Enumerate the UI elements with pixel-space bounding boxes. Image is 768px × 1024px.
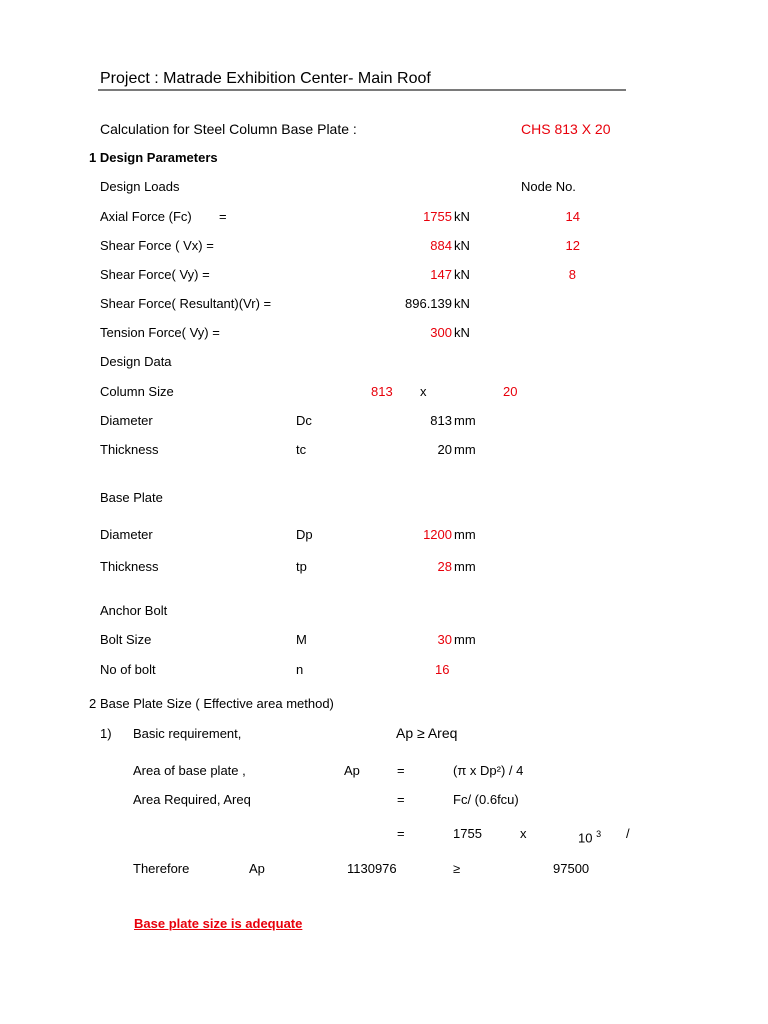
basic-requirement-label: Basic requirement, — [133, 726, 242, 741]
calc-line-exponent: 3 — [596, 829, 602, 839]
no-of-bolt-value: 16 — [435, 662, 450, 677]
shear-x-value: 884 — [430, 238, 452, 253]
shear-resultant-label: Shear Force( Resultant)(Vr) = — [100, 296, 272, 311]
conclusion-text: Base plate size is adequate — [134, 916, 303, 931]
area-base-plate-label: Area of base plate , — [133, 763, 246, 778]
section-2-heading: Base Plate Size ( Effective area method) — [100, 696, 334, 711]
therefore-ap-value: 1130976 — [347, 861, 397, 876]
bolt-size-unit: mm — [454, 632, 476, 647]
axial-force-node: 14 — [565, 209, 580, 224]
therefore-symbol: Ap — [249, 861, 265, 876]
axial-force-equals: = — [219, 209, 227, 224]
tension-force-unit: kN — [454, 325, 470, 340]
section-designation: CHS 813 X 20 — [521, 121, 611, 137]
thickness-symbol: tc — [296, 442, 307, 457]
axial-force-label: Axial Force (Fc) — [100, 209, 192, 224]
therefore-areq-value: 97500 — [553, 861, 590, 876]
calc-line-ten: 10 — [578, 830, 593, 846]
calc-line-fc: 1755 — [453, 826, 482, 841]
design-data-label: Design Data — [100, 354, 172, 369]
axial-force-value: 1755 — [423, 209, 452, 224]
area-base-plate-formula: (π x Dp²) / 4 — [453, 763, 524, 778]
tension-force-value: 300 — [430, 325, 452, 340]
anchor-bolt-label: Anchor Bolt — [100, 603, 168, 618]
area-required-equals: = — [397, 792, 405, 807]
calc-line-power — [578, 826, 601, 846]
calc-line-slash: / — [626, 826, 630, 841]
diameter-label: Diameter — [100, 413, 153, 428]
area-required-formula: Fc/ (0.6fcu) — [453, 792, 519, 807]
bp-diameter-value: 1200 — [423, 527, 452, 542]
bp-thickness-label: Thickness — [100, 559, 159, 574]
item-number: 1) — [100, 726, 112, 741]
area-base-plate-symbol: Ap — [344, 763, 360, 778]
section-2-number: 2 — [89, 696, 97, 711]
node-no-header: Node No. — [521, 179, 576, 194]
design-loads-label: Design Loads — [100, 179, 180, 194]
shear-y-node: 8 — [568, 267, 576, 282]
requirement-inequality: Ap ≥ Areq — [396, 725, 458, 741]
bolt-size-label: Bolt Size — [100, 632, 152, 647]
no-of-bolt-symbol: n — [296, 662, 304, 677]
bp-diameter-label: Diameter — [100, 527, 153, 542]
shear-y-label: Shear Force( Vy) = — [100, 267, 210, 282]
area-required-label: Area Required, Areq — [133, 792, 251, 807]
calc-line-equals: = — [397, 826, 405, 841]
column-size-times: x — [420, 384, 427, 399]
shear-x-unit: kN — [454, 238, 470, 253]
bp-diameter-symbol: Dp — [296, 527, 313, 542]
shear-resultant-value: 896.139 — [405, 296, 452, 311]
calc-label: Calculation for Steel Column Base Plate : — [100, 121, 357, 137]
column-size-thickness: 20 — [503, 384, 518, 399]
bp-thickness-value: 28 — [437, 559, 452, 574]
shear-y-value: 147 — [430, 267, 452, 282]
shear-y-unit: kN — [454, 267, 470, 282]
thickness-label: Thickness — [100, 442, 159, 457]
no-of-bolt-label: No of bolt — [100, 662, 156, 677]
tension-force-label: Tension Force( Vy) = — [100, 325, 220, 340]
bolt-size-value: 30 — [437, 632, 452, 647]
base-plate-label: Base Plate — [100, 490, 163, 505]
title-underline — [98, 89, 626, 91]
thickness-value: 20 — [437, 442, 452, 457]
diameter-unit: mm — [454, 413, 476, 428]
therefore-ge-symbol: ≥ — [453, 861, 461, 876]
thickness-unit: mm — [454, 442, 476, 457]
axial-force-unit: kN — [454, 209, 470, 224]
diameter-symbol: Dc — [296, 413, 312, 428]
calc-line-times: x — [520, 826, 527, 841]
column-size-label: Column Size — [100, 384, 174, 399]
bolt-size-symbol: M — [296, 632, 307, 647]
project-title: Project : Matrade Exhibition Center- Main Roof — [100, 70, 431, 87]
therefore-label: Therefore — [133, 861, 190, 876]
section-1-heading: 1 Design Parameters — [89, 150, 218, 165]
bp-thickness-symbol: tp — [296, 559, 307, 574]
bp-thickness-unit: mm — [454, 559, 476, 574]
column-size-diameter: 813 — [371, 384, 393, 399]
bp-diameter-unit: mm — [454, 527, 476, 542]
shear-x-node: 12 — [565, 238, 580, 253]
shear-x-label: Shear Force ( Vx) = — [100, 238, 214, 253]
area-base-plate-equals: = — [397, 763, 405, 778]
diameter-value: 813 — [430, 413, 452, 428]
shear-resultant-unit: kN — [454, 296, 470, 311]
